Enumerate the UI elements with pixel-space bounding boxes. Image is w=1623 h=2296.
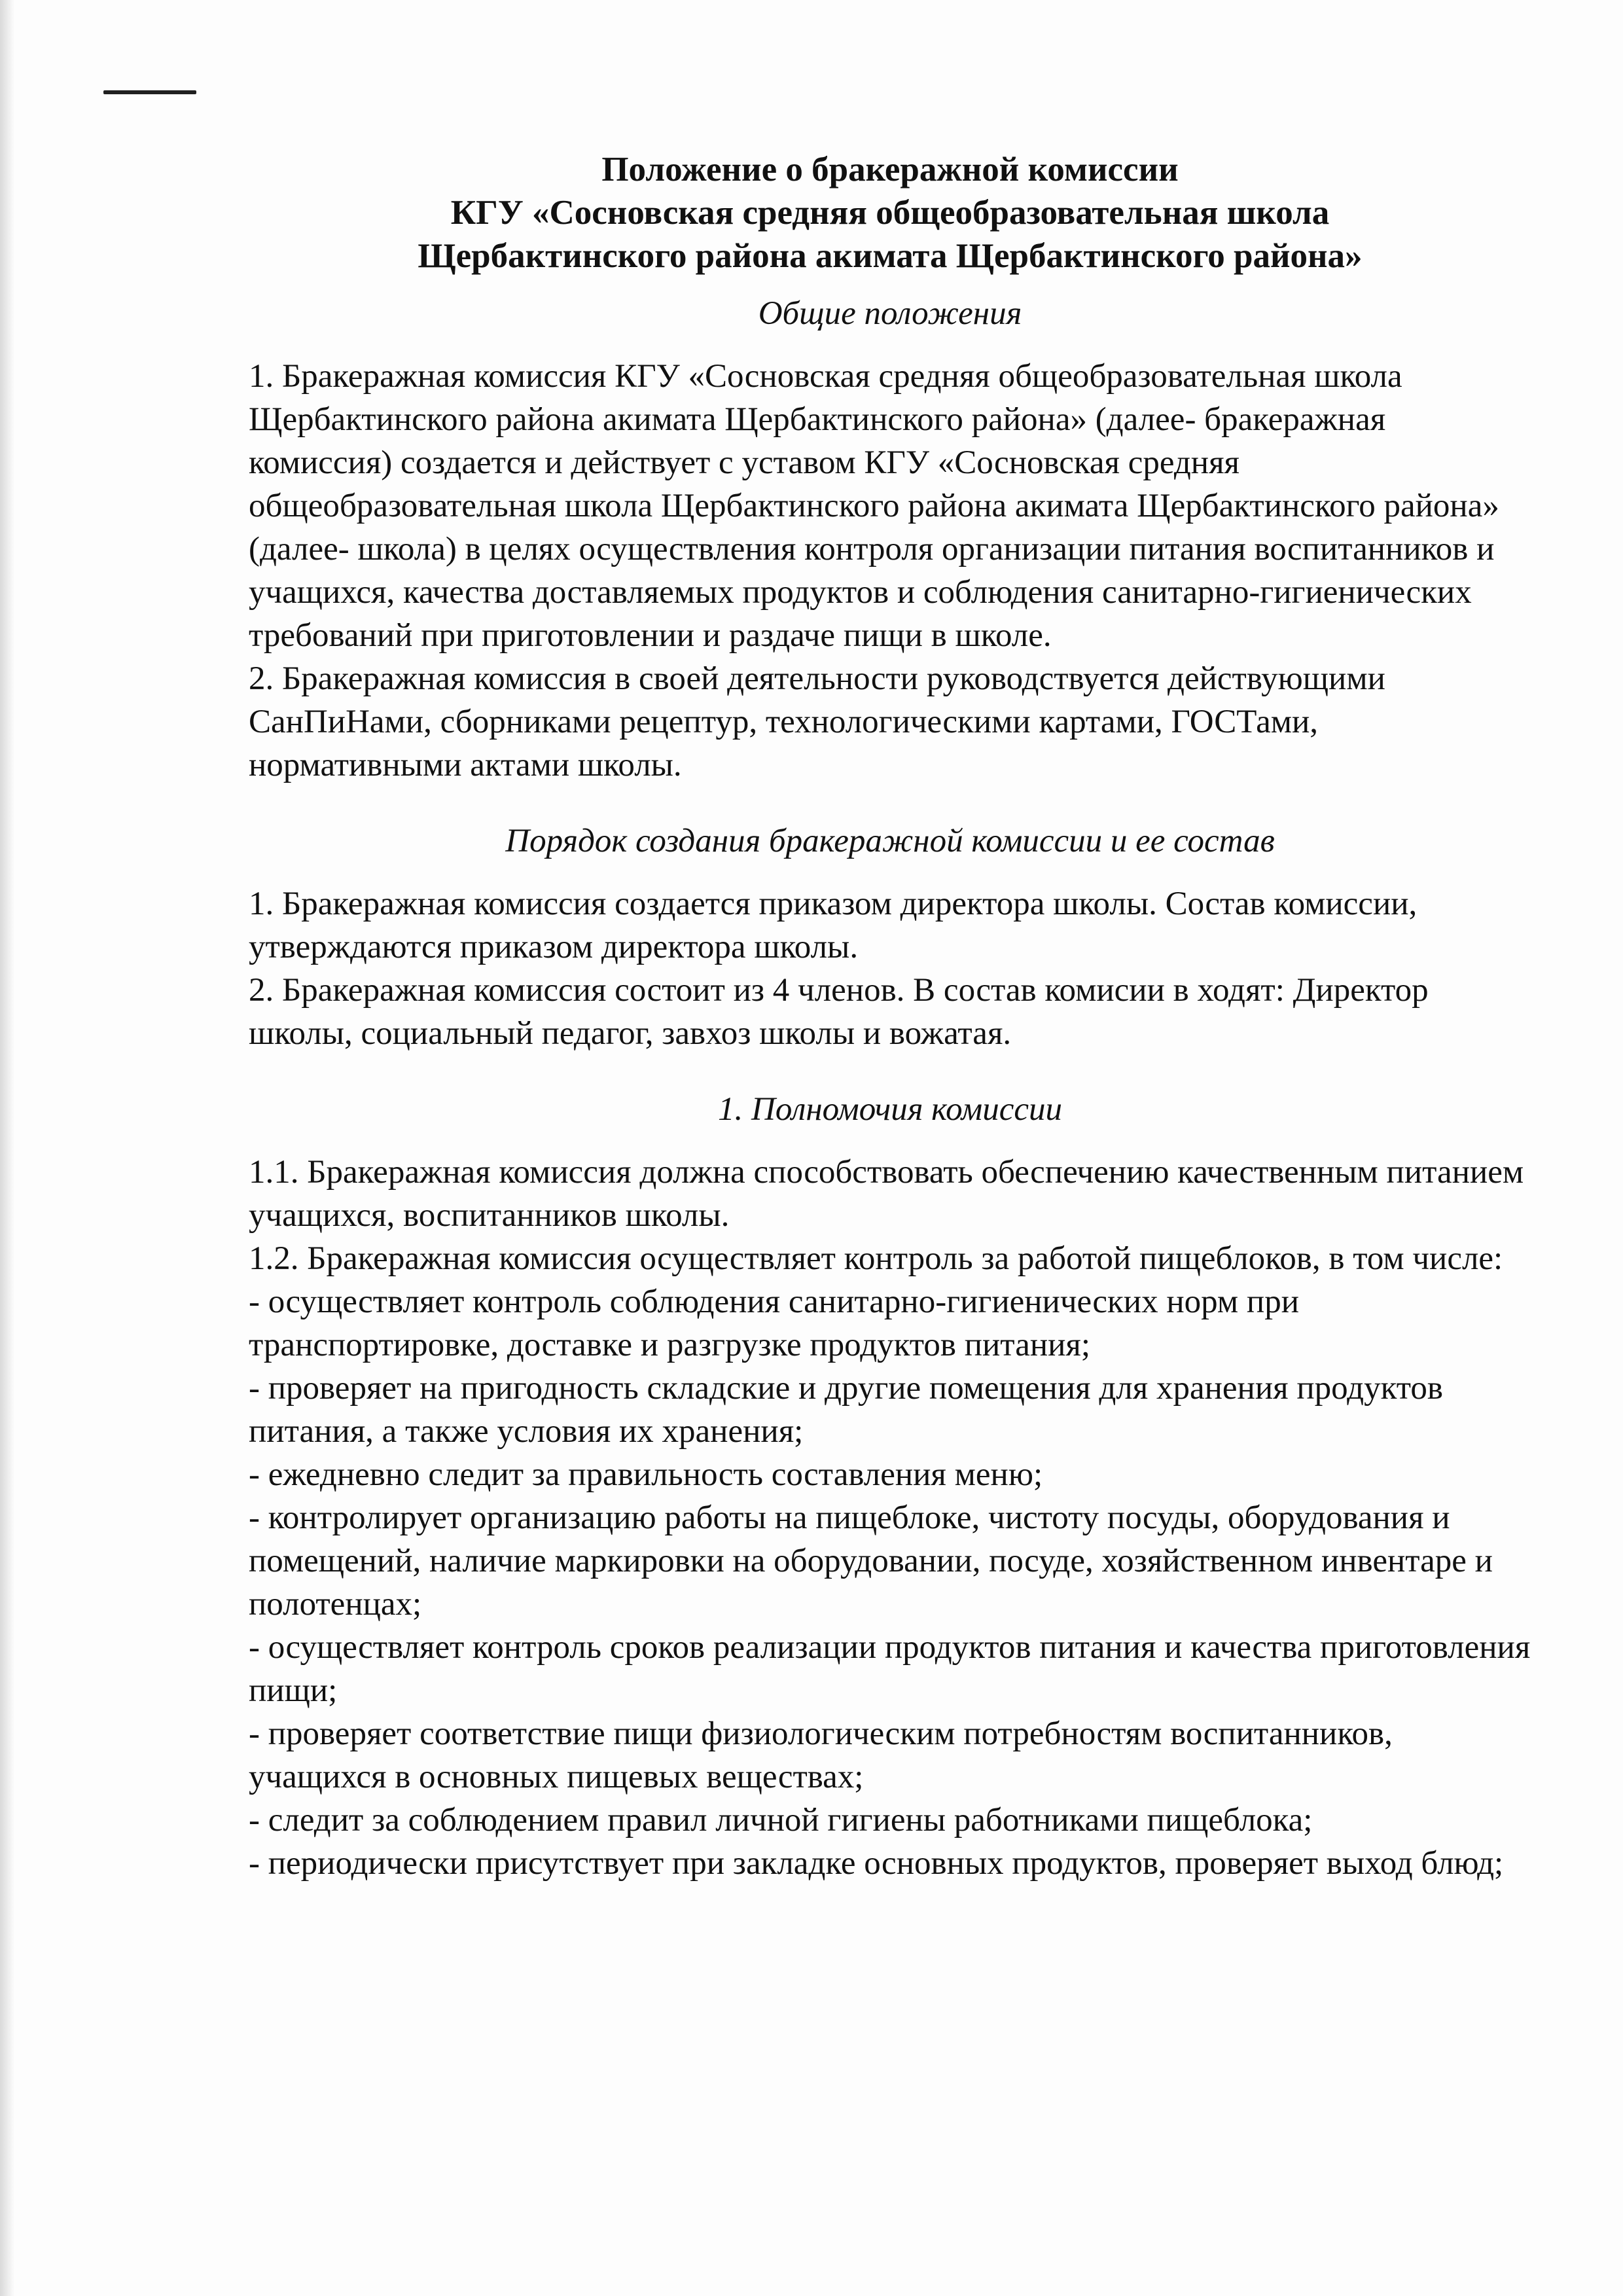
document-body bbox=[249, 148, 1531, 1885]
paragraph: 1. Бракеражная комиссия КГУ «Сосновская средняя общеобразовательная школа Щербактинского района акимата Щербактинского района» (далее- бракеражная комиссия) создается и действует с уставом КГУ «Сосновская средняя общеобразовательная школа Щербактинского района акимата Щербактинского района» (далее- школа) в целях осуществления контроля организации питания воспитанников и учащихся, качества доставляемых продуктов и соблюдения санитарно-гигиенических требований при приготовлении и раздаче пищи в школе. bbox=[249, 358, 1499, 654]
title-line-3: Щербактинского района акимата Щербактинского района» bbox=[418, 237, 1363, 275]
paragraph: 1.2. Бракеражная комиссия осуществляет контроль за работой пищеблоков, в том числе: bbox=[249, 1240, 1503, 1277]
section-heading-composition: Порядок создания бракеражной комиссии и ее состав bbox=[505, 823, 1275, 859]
paragraph: 1. Бракеражная комиссия создается приказом директора школы. Состав комиссии, утверждаются приказом директора школы. bbox=[249, 886, 1418, 965]
list-item: - ежедневно следит за правильность составления меню; bbox=[249, 1456, 1043, 1493]
title-line-2: КГУ «Сосновская средняя общеобразовательная школа bbox=[450, 194, 1330, 232]
section-heading-general: Общие положения bbox=[758, 295, 1022, 332]
pen-mark bbox=[103, 90, 196, 94]
paragraph: 1.1. Бракеражная комиссия должна способствовать обеспечению качественным питанием учащихся, воспитанников школы. bbox=[249, 1154, 1524, 1234]
list-item: - осуществляет контроль соблюдения санитарно-гигиенических норм при транспортировке, доставке и разгрузке продуктов питания; bbox=[249, 1283, 1299, 1363]
list-item: - периодически присутствует при закладке основных продуктов, проверяет выход блюд; bbox=[249, 1845, 1504, 1882]
section-heading-powers: 1. Полномочия комиссии bbox=[718, 1091, 1062, 1128]
paragraph: 2. Бракеражная комиссия в своей деятельности руководствуется действующими СанПиНами, сборниками рецептур, технологическими картами, ГОСТами, нормативными актами школы. bbox=[249, 660, 1385, 783]
paragraph: 2. Бракеражная комиссия состоит из 4 членов. В состав комисии в ходят: Директор школы, социальный педагог, завхоз школы и вожатая. bbox=[249, 972, 1429, 1052]
title-line-1: Положение о бракеражной комиссии bbox=[601, 151, 1179, 188]
list-item: - проверяет на пригодность складские и другие помещения для хранения продуктов питания, а также условия их хранения; bbox=[249, 1370, 1443, 1450]
list-item: - проверяет соответствие пищи физиологическим потребностям воспитанников, учащихся в основных пищевых веществах; bbox=[249, 1715, 1393, 1795]
list-item: - осуществляет контроль сроков реализации продуктов питания и качества приготовления пищи; bbox=[249, 1629, 1531, 1709]
list-item: - следит за соблюдением правил личной гигиены работниками пищеблока; bbox=[249, 1802, 1313, 1839]
scan-edge-shadow bbox=[0, 0, 14, 2296]
list-item: - контролирует организацию работы на пищеблоке, чистоту посуды, оборудования и помещений, наличие маркировки на оборудовании, посуде, хозяйственном инвентаре и полотенцах; bbox=[249, 1499, 1493, 1623]
